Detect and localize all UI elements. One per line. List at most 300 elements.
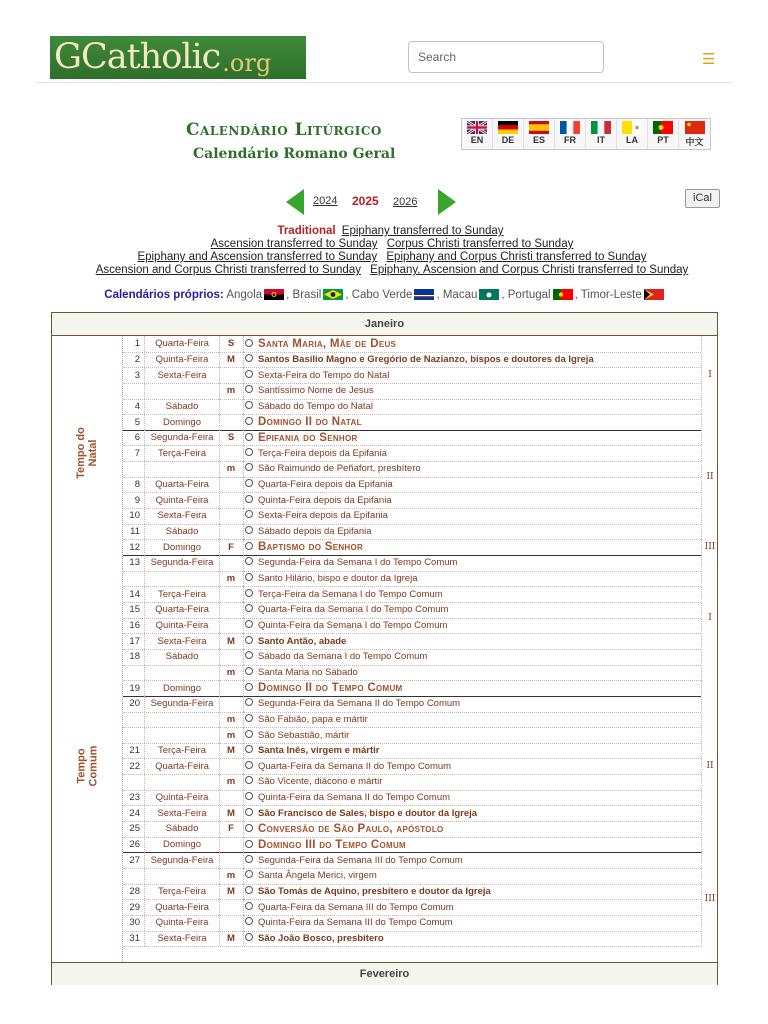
celebration-name[interactable]: Segunda-Feira da Semana I do Tempo Comum	[258, 557, 458, 569]
lang-code: ES	[532, 135, 545, 145]
day-number: 19	[123, 680, 145, 696]
celebration-name[interactable]: Santo Hilário, bispo e doutor da Igreja	[258, 573, 418, 585]
calendar-row[interactable]	[123, 524, 701, 541]
celebration-name[interactable]: Santa Ângela Merici, virgem	[258, 870, 377, 882]
calendar-row[interactable]	[123, 602, 701, 619]
day-number	[123, 571, 145, 587]
color-circle-icon	[245, 855, 253, 863]
day-number: 7	[123, 446, 145, 462]
weekday: Domingo	[145, 837, 220, 853]
day-number: 1	[123, 336, 145, 352]
weekday: Quarta-Feira	[145, 477, 220, 493]
celebration-rank: M	[219, 884, 244, 900]
next-year-arrow-icon[interactable]	[438, 189, 456, 215]
celebration-name[interactable]: Quarta-Feira da Semana III do Tempo Comum	[258, 901, 454, 913]
color-circle-icon	[245, 339, 253, 347]
proper-calendars-label: Calendários próprios:	[104, 289, 224, 301]
color-circle-icon	[245, 463, 253, 471]
celebration-cell	[245, 712, 701, 728]
celebration-name[interactable]: Santa Maria, Mãe de Deus	[258, 337, 397, 350]
day-number: 22	[123, 759, 145, 775]
prev-year-arrow-icon[interactable]	[286, 189, 304, 215]
spain-flag-icon	[529, 121, 549, 134]
color-circle-icon	[245, 604, 253, 612]
color-circle-icon	[245, 776, 253, 784]
celebration-name[interactable]: Santíssimo Nome de Jesus	[258, 385, 374, 397]
celebration-rank: M	[219, 931, 244, 947]
month-header-february: Fevereiro	[52, 962, 717, 985]
celebration-name[interactable]: Santa Inês, virgem e mártir	[258, 745, 380, 757]
option-ascension-link[interactable]: Ascension transferred to Sunday	[210, 238, 378, 250]
proper-angola-link[interactable]: Angola	[226, 289, 263, 301]
celebration-cell	[245, 821, 701, 837]
hamburger-icon[interactable]: ☰	[702, 50, 716, 68]
celebration-cell	[245, 352, 701, 368]
calendar-options	[40, 225, 744, 277]
celebration-rank	[219, 493, 244, 509]
celebration-cell	[245, 759, 701, 775]
celebration-name[interactable]: Quinta-Feira da Semana II do Tempo Comum	[258, 792, 451, 804]
celebration-cell	[245, 837, 701, 853]
celebration-rank: M	[219, 743, 244, 759]
celebration-name[interactable]: Domingo II do Natal	[258, 416, 362, 429]
day-number: 6	[123, 430, 145, 446]
weekday: Quinta-Feira	[145, 915, 220, 931]
celebration-cell	[245, 539, 701, 555]
calendar-row[interactable]	[123, 696, 701, 713]
prev-year-link[interactable]: 2024	[313, 195, 338, 207]
calendar-row[interactable]	[123, 899, 701, 916]
celebration-name[interactable]: Segunda-Feira da Semana III do Tempo Comum	[258, 854, 463, 866]
calendar-row[interactable]	[123, 493, 701, 510]
celebration-cell	[245, 790, 701, 806]
celebration-rank	[219, 759, 244, 775]
color-circle-icon	[245, 542, 253, 550]
next-year-link[interactable]: 2026	[393, 196, 418, 208]
day-number	[123, 383, 145, 399]
celebration-cell	[245, 430, 701, 446]
day-number: 18	[123, 649, 145, 665]
timor-leste-flag-icon	[644, 289, 664, 300]
celebration-cell	[245, 414, 701, 430]
celebration-name[interactable]: Sábado da Semana I do Tempo Comum	[258, 651, 428, 663]
weekday: Domingo	[145, 414, 220, 430]
calendar-row[interactable]	[123, 852, 701, 869]
psalter-week: II	[701, 414, 718, 539]
celebration-rank: F	[219, 821, 244, 837]
color-circle-icon	[245, 870, 253, 878]
weekday: Quarta-Feira	[145, 759, 220, 775]
weekday: Segunda-Feira	[145, 696, 220, 712]
macau-flag-icon	[479, 289, 499, 300]
year-navigation	[286, 188, 456, 216]
color-circle-icon	[245, 745, 253, 753]
celebration-rank	[219, 837, 244, 853]
calendar-row[interactable]	[123, 555, 701, 572]
logo-tld: .org	[222, 48, 272, 77]
calendar-row[interactable]	[123, 790, 701, 807]
psalter-week: II	[701, 680, 718, 852]
weekday: Sábado	[145, 821, 220, 837]
lang-code: EN	[470, 135, 484, 145]
day-number: 3	[123, 367, 145, 383]
day-number	[123, 868, 145, 884]
site-logo[interactable]	[50, 36, 306, 79]
day-number: 8	[123, 477, 145, 493]
celebration-rank: m	[219, 727, 244, 743]
celebration-rank	[219, 524, 244, 540]
day-number: 5	[123, 414, 145, 430]
celebration-name[interactable]: São Vicente, diácono e mártir	[258, 776, 383, 788]
lang-code: PT	[657, 135, 669, 145]
celebration-name[interactable]: Baptismo do Senhor	[258, 541, 364, 554]
celebration-rank	[219, 586, 244, 602]
celebration-rank: m	[219, 383, 244, 399]
color-circle-icon	[245, 636, 253, 644]
logo-text: GCatholic	[54, 37, 221, 77]
celebration-name[interactable]: São Francisco de Sales, bispo e doutor da Igreja	[258, 807, 478, 819]
celebration-rank	[219, 680, 244, 696]
day-number: 20	[123, 696, 145, 712]
celebration-name[interactable]: Santo Antão, abade	[258, 635, 347, 647]
lang-code: DE	[501, 135, 515, 145]
celebration-name[interactable]: Quinta-Feira da Semana III do Tempo Comum	[258, 917, 453, 929]
lang-de[interactable]	[493, 119, 524, 149]
color-circle-icon	[245, 651, 253, 659]
color-circle-icon	[245, 667, 253, 675]
celebration-cell	[245, 806, 701, 822]
celebration-cell	[245, 571, 701, 587]
day-number: 16	[123, 618, 145, 634]
calendar-row[interactable]	[123, 665, 701, 682]
celebration-rank	[219, 367, 244, 383]
celebration-name[interactable]: Quinta-Feira da Semana I do Tempo Comum	[258, 619, 448, 631]
celebration-cell	[245, 586, 701, 602]
celebration-rank	[219, 602, 244, 618]
day-number	[123, 665, 145, 681]
celebration-cell	[245, 477, 701, 493]
day-number: 14	[123, 586, 145, 602]
celebration-rank: S	[219, 336, 244, 352]
psalter-week: I	[701, 336, 718, 414]
option-epiphany-link[interactable]: Epiphany transferred to Sunday	[341, 225, 504, 237]
color-circle-icon	[245, 933, 253, 941]
season-christmas	[52, 336, 123, 569]
weekday: Terça-Feira	[145, 884, 220, 900]
celebration-name[interactable]: Santos Basílio Magno e Gregório de Nazianzo, bispos e doutores da Igreja	[258, 353, 594, 365]
weekday	[145, 461, 220, 477]
weekday: Quinta-Feira	[145, 618, 220, 634]
celebration-cell	[245, 665, 701, 681]
day-number: 13	[123, 555, 145, 571]
weekday: Segunda-Feira	[145, 852, 220, 868]
celebration-rank	[219, 696, 244, 712]
celebration-name[interactable]: São Tomás de Aquino, presbítero e doutor da Igreja	[258, 886, 491, 898]
lang-en[interactable]	[462, 119, 493, 149]
color-circle-icon	[245, 479, 253, 487]
celebration-name[interactable]: Domingo III do Tempo Comum	[258, 838, 407, 851]
celebration-cell	[245, 915, 701, 931]
celebration-name[interactable]: Segunda-Feira da Semana II do Tempo Comum	[258, 698, 461, 710]
calendar-row[interactable]	[123, 336, 701, 353]
language-selector	[461, 118, 711, 150]
celebration-cell	[245, 743, 701, 759]
day-number: 29	[123, 899, 145, 915]
weekday: Sexta-Feira	[145, 633, 220, 649]
lang-es[interactable]	[524, 119, 555, 149]
celebration-name[interactable]: Quarta-Feira depois da Epifania	[258, 479, 393, 491]
weekday: Sexta-Feira	[145, 367, 220, 383]
calendar-row[interactable]	[123, 461, 701, 478]
celebration-rank: F	[219, 539, 244, 555]
celebration-name[interactable]: Terça-Feira da Semana I do Tempo Comum	[258, 588, 443, 600]
lang-code: 中文	[685, 137, 704, 147]
calendar-row[interactable]	[123, 837, 701, 854]
celebration-cell	[245, 696, 701, 712]
color-circle-icon	[245, 510, 253, 518]
lang-fr[interactable]	[555, 119, 586, 149]
calendar-row[interactable]	[123, 884, 701, 901]
option-all-link[interactable]: Epiphany, Ascension and Corpus Christi transferred to Sunday	[370, 264, 689, 276]
color-circle-icon	[245, 495, 253, 503]
weekday: Segunda-Feira	[145, 430, 220, 446]
calendar-row[interactable]	[123, 774, 701, 791]
color-circle-icon	[245, 824, 253, 832]
celebration-cell	[245, 931, 701, 947]
day-number	[123, 461, 145, 477]
proper-brasil-link[interactable]: Brasil	[292, 289, 322, 301]
calendar-row[interactable]	[123, 367, 701, 384]
celebration-name[interactable]: São Sebastião, mártir	[258, 729, 350, 741]
calendar-row[interactable]	[123, 806, 701, 823]
celebration-name[interactable]: Santa Maria no Sábado	[258, 666, 358, 678]
calendar-row[interactable]	[123, 414, 701, 431]
option-asc-corpus-link[interactable]: Ascension and Corpus Christi transferred to Sunday	[95, 264, 361, 276]
calendar-row[interactable]	[123, 633, 701, 650]
proper-timor-link[interactable]: Timor-Leste	[580, 289, 642, 301]
day-number: 27	[123, 852, 145, 868]
celebration-rank	[219, 446, 244, 462]
uk-flag-icon	[467, 121, 487, 134]
celebration-name[interactable]: Sábado depois da Epifania	[258, 526, 372, 538]
weekday: Segunda-Feira	[145, 555, 220, 571]
celebration-cell	[245, 555, 701, 571]
calendar-row[interactable]	[123, 618, 701, 635]
calendar-row[interactable]	[123, 477, 701, 494]
celebration-rank	[219, 790, 244, 806]
celebration-rank	[219, 508, 244, 524]
day-number	[123, 727, 145, 743]
calendar-row[interactable]	[123, 759, 701, 776]
calendar-row[interactable]	[123, 446, 701, 463]
psalter-week: I	[701, 555, 718, 680]
option-corpus-link[interactable]: Corpus Christi transferred to Sunday	[386, 238, 574, 250]
weekday: Terça-Feira	[145, 586, 220, 602]
weekday: Quarta-Feira	[145, 602, 220, 618]
option-traditional: Traditional	[277, 225, 336, 237]
portugal-flag-icon	[653, 121, 673, 134]
celebration-name[interactable]: São João Bosco, presbítero	[258, 932, 384, 944]
weekday	[145, 383, 220, 399]
lang-code: LA	[626, 135, 638, 145]
celebration-rank	[219, 555, 244, 571]
cabo-verde-flag-icon	[414, 289, 434, 300]
celebration-rank: m	[219, 665, 244, 681]
celebration-name[interactable]: Quinta-Feira depois da Epifania	[258, 494, 392, 506]
celebration-name[interactable]: São Raimundo de Peñafort, presbítero	[258, 463, 421, 475]
day-number: 9	[123, 493, 145, 509]
calendar-row[interactable]	[123, 571, 701, 588]
celebration-rank	[219, 618, 244, 634]
proper-macau-link[interactable]: Macau	[442, 289, 478, 301]
celebration-rank: M	[219, 352, 244, 368]
lang-la[interactable]	[617, 119, 648, 149]
celebration-name[interactable]: Domingo II do Tempo Comum	[258, 682, 403, 695]
celebration-rank: m	[219, 774, 244, 790]
weekday: Terça-Feira	[145, 446, 220, 462]
celebration-cell	[245, 508, 701, 524]
month-header-january: Janeiro	[52, 313, 717, 336]
color-circle-icon	[245, 354, 253, 362]
color-circle-icon	[245, 761, 253, 769]
color-circle-icon	[245, 840, 253, 848]
celebration-rank	[219, 899, 244, 915]
lang-pt[interactable]	[648, 119, 679, 149]
weekday: Quarta-Feira	[145, 336, 220, 352]
psalter-week: III	[701, 852, 718, 946]
celebration-rank: m	[219, 712, 244, 728]
season-label: Tempo do Natal	[74, 426, 99, 479]
color-circle-icon	[245, 792, 253, 800]
color-circle-icon	[245, 448, 253, 456]
weekday: Domingo	[145, 680, 220, 696]
day-number: 2	[123, 352, 145, 368]
color-circle-icon	[245, 589, 253, 597]
day-number: 11	[123, 524, 145, 540]
celebration-cell	[245, 649, 701, 665]
celebration-rank: M	[219, 806, 244, 822]
option-epi-corpus-link[interactable]: Epiphany and Corpus Christi transferred to Sunday	[386, 251, 647, 263]
calendar-row[interactable]	[123, 430, 701, 447]
day-number: 10	[123, 508, 145, 524]
weekday	[145, 774, 220, 790]
celebration-rank: M	[219, 633, 244, 649]
color-circle-icon	[245, 683, 253, 691]
day-number: 25	[123, 821, 145, 837]
calendar-row[interactable]	[123, 680, 701, 697]
celebration-cell	[245, 367, 701, 383]
celebration-name[interactable]: Quarta-Feira da Semana II do Tempo Comum	[258, 760, 452, 772]
color-circle-icon	[245, 557, 253, 565]
lang-code: FR	[564, 135, 576, 145]
color-circle-icon	[245, 902, 253, 910]
celebration-name[interactable]: Epifania do Senhor	[258, 431, 358, 444]
calendar-row[interactable]	[123, 915, 701, 932]
celebration-rank	[219, 915, 244, 931]
weekday: Sexta-Feira	[145, 508, 220, 524]
color-circle-icon	[245, 433, 253, 441]
celebration-rank	[219, 399, 244, 415]
option-epi-asc-link[interactable]: Epiphany and Ascension transferred to Sunday	[137, 251, 378, 263]
page-subtitle: Calendário Romano Geral	[193, 146, 396, 162]
liturgical-calendar-table	[51, 312, 718, 985]
weekday: Sexta-Feira	[145, 931, 220, 947]
calendar-row[interactable]	[123, 649, 701, 666]
color-circle-icon	[245, 401, 253, 409]
calendar-row[interactable]	[123, 743, 701, 760]
celebration-rank: m	[219, 571, 244, 587]
day-number: 17	[123, 633, 145, 649]
calendar-row[interactable]	[123, 727, 701, 744]
season-ordinary-time	[52, 569, 123, 962]
proper-portugal-link[interactable]: Portugal	[507, 289, 551, 301]
calendar-row[interactable]	[123, 508, 701, 525]
color-circle-icon	[245, 808, 253, 816]
celebration-name[interactable]: Terça-Feira depois da Epifania	[258, 447, 387, 459]
calendar-row[interactable]	[123, 399, 701, 416]
celebration-cell	[245, 852, 701, 868]
celebration-name[interactable]: Sexta-Feira depois da Epifania	[258, 510, 388, 522]
ical-button[interactable]: iCal	[685, 189, 720, 208]
calendar-row[interactable]	[123, 383, 701, 400]
celebration-cell	[245, 899, 701, 915]
weekday	[145, 712, 220, 728]
lang-code: IT	[597, 135, 605, 145]
day-number: 12	[123, 539, 145, 555]
color-circle-icon	[245, 698, 253, 706]
search-input[interactable]: Search	[408, 41, 604, 73]
day-number	[123, 774, 145, 790]
brazil-flag-icon	[323, 289, 343, 300]
color-circle-icon	[245, 917, 253, 925]
celebration-cell	[245, 493, 701, 509]
weekday: Quinta-Feira	[145, 493, 220, 509]
day-number	[123, 712, 145, 728]
celebration-rank	[219, 477, 244, 493]
weekday: Quinta-Feira	[145, 790, 220, 806]
proper-caboverde-link[interactable]: Cabo Verde	[351, 289, 413, 301]
celebration-rank	[219, 414, 244, 430]
lang-zh[interactable]	[679, 119, 710, 149]
celebration-name[interactable]: São Fabião, papa e mártir	[258, 713, 368, 725]
site-header	[36, 26, 732, 83]
celebration-cell	[245, 727, 701, 743]
celebration-cell	[245, 461, 701, 477]
lang-it[interactable]	[586, 119, 617, 149]
color-circle-icon	[245, 730, 253, 738]
calendar-row[interactable]	[123, 868, 701, 885]
calendar-row[interactable]	[123, 712, 701, 729]
china-flag-icon	[685, 121, 705, 134]
calendar-row[interactable]	[123, 352, 701, 369]
calendar-row[interactable]	[123, 539, 701, 556]
day-number: 24	[123, 806, 145, 822]
celebration-cell	[245, 383, 701, 399]
psalter-week: III	[701, 539, 718, 555]
celebration-name[interactable]: Sexta-Feira do Tempo do Natal	[258, 369, 390, 381]
celebration-name[interactable]: Quarta-Feira da Semana I do Tempo Comum	[258, 604, 449, 616]
calendar-row[interactable]	[123, 821, 701, 838]
current-year: 2025	[352, 194, 379, 208]
weekday: Sábado	[145, 524, 220, 540]
weekday	[145, 571, 220, 587]
celebration-name[interactable]: Conversão de São Paulo, apóstolo	[258, 822, 444, 835]
celebration-name[interactable]: Sábado do Tempo do Natal	[258, 400, 373, 412]
calendar-row[interactable]	[123, 586, 701, 603]
celebration-cell	[245, 868, 701, 884]
day-number: 4	[123, 399, 145, 415]
calendar-row[interactable]	[123, 931, 701, 948]
